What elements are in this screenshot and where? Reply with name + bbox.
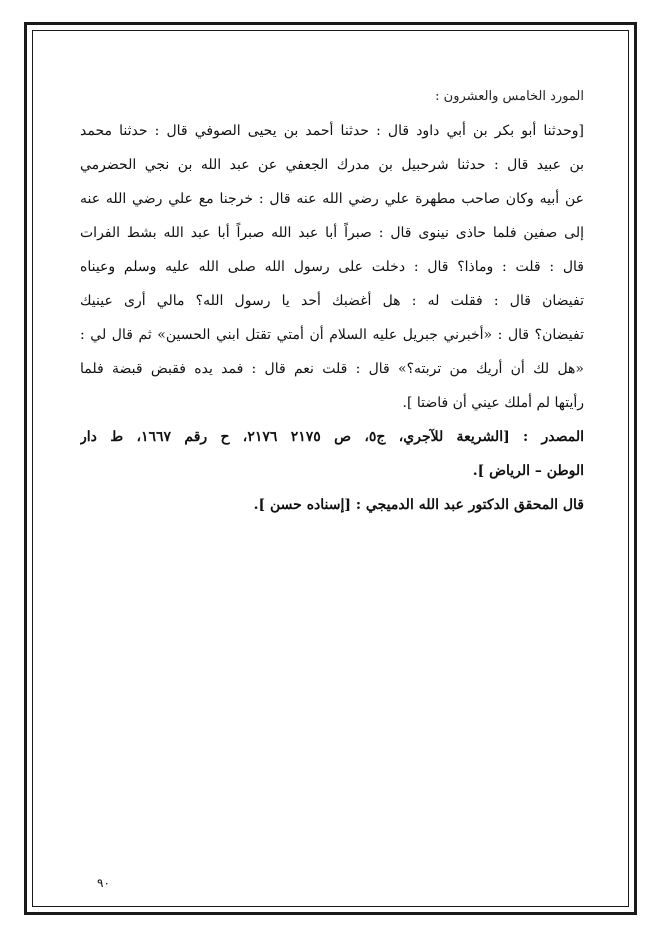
narration-line-2: بن عبيد قال : حدثنا شرحبيل بن مدرك الجعفي عن عبد الله بن نجي الحضرمي bbox=[80, 157, 584, 173]
narration-line-4: إلى صفين فلما حاذى نينوى قال : صبراً أبا عبد الله صبراً أبا عبد الله بشط الفرات bbox=[80, 225, 584, 241]
page-body bbox=[80, 80, 584, 522]
narration-line-8: «هل لك أن أريك من تربته؟» قال : قلت نعم قال : فمد يده فقبض قبضة فلما bbox=[80, 361, 584, 377]
narration-line-3: عن أبيه وكان صاحب مطهرة علي رضي الله عنه قال : خرجنا مع علي رضي الله عنه bbox=[80, 191, 584, 207]
narration-line-6: تفيضان قال : فقلت له : هل أغضبك أحد يا رسول الله؟ مالي أرى عينيك bbox=[80, 293, 584, 309]
narration-line-1: [وحدثنا أبو بكر بن أبي داود قال : حدثنا أحمد بن يحيى الصوفي قال : حدثنا محمد bbox=[80, 123, 584, 139]
verdict-line: قال المحقق الدكتور عبد الله الدميجي : [إسناده حسن ]. bbox=[253, 497, 584, 513]
narration-line-7: تفيضان؟ قال : «أخبرني جبريل عليه السلام أن أمتي تقتل ابني الحسين» ثم قال لي : bbox=[80, 327, 584, 343]
source-line-2: الوطن – الرياض ]. bbox=[472, 463, 584, 479]
source-line-1: المصدر : [الشريعة للآجري، ج٥، ص ٢١٧٥ ٢١٧٦، ح رقم ١٦٦٧، ط دار bbox=[80, 429, 584, 445]
narration-line-9: رأيتها لم أملك عيني أن فاضتا ]. bbox=[402, 395, 584, 411]
section-heading: المورد الخامس والعشرون : bbox=[435, 89, 584, 104]
narration-line-5: قال : قلت : وماذا؟ قال : دخلت على رسول الله صلى الله عليه وسلم وعيناه bbox=[80, 259, 584, 275]
page-number: ٩٠ bbox=[97, 876, 110, 890]
